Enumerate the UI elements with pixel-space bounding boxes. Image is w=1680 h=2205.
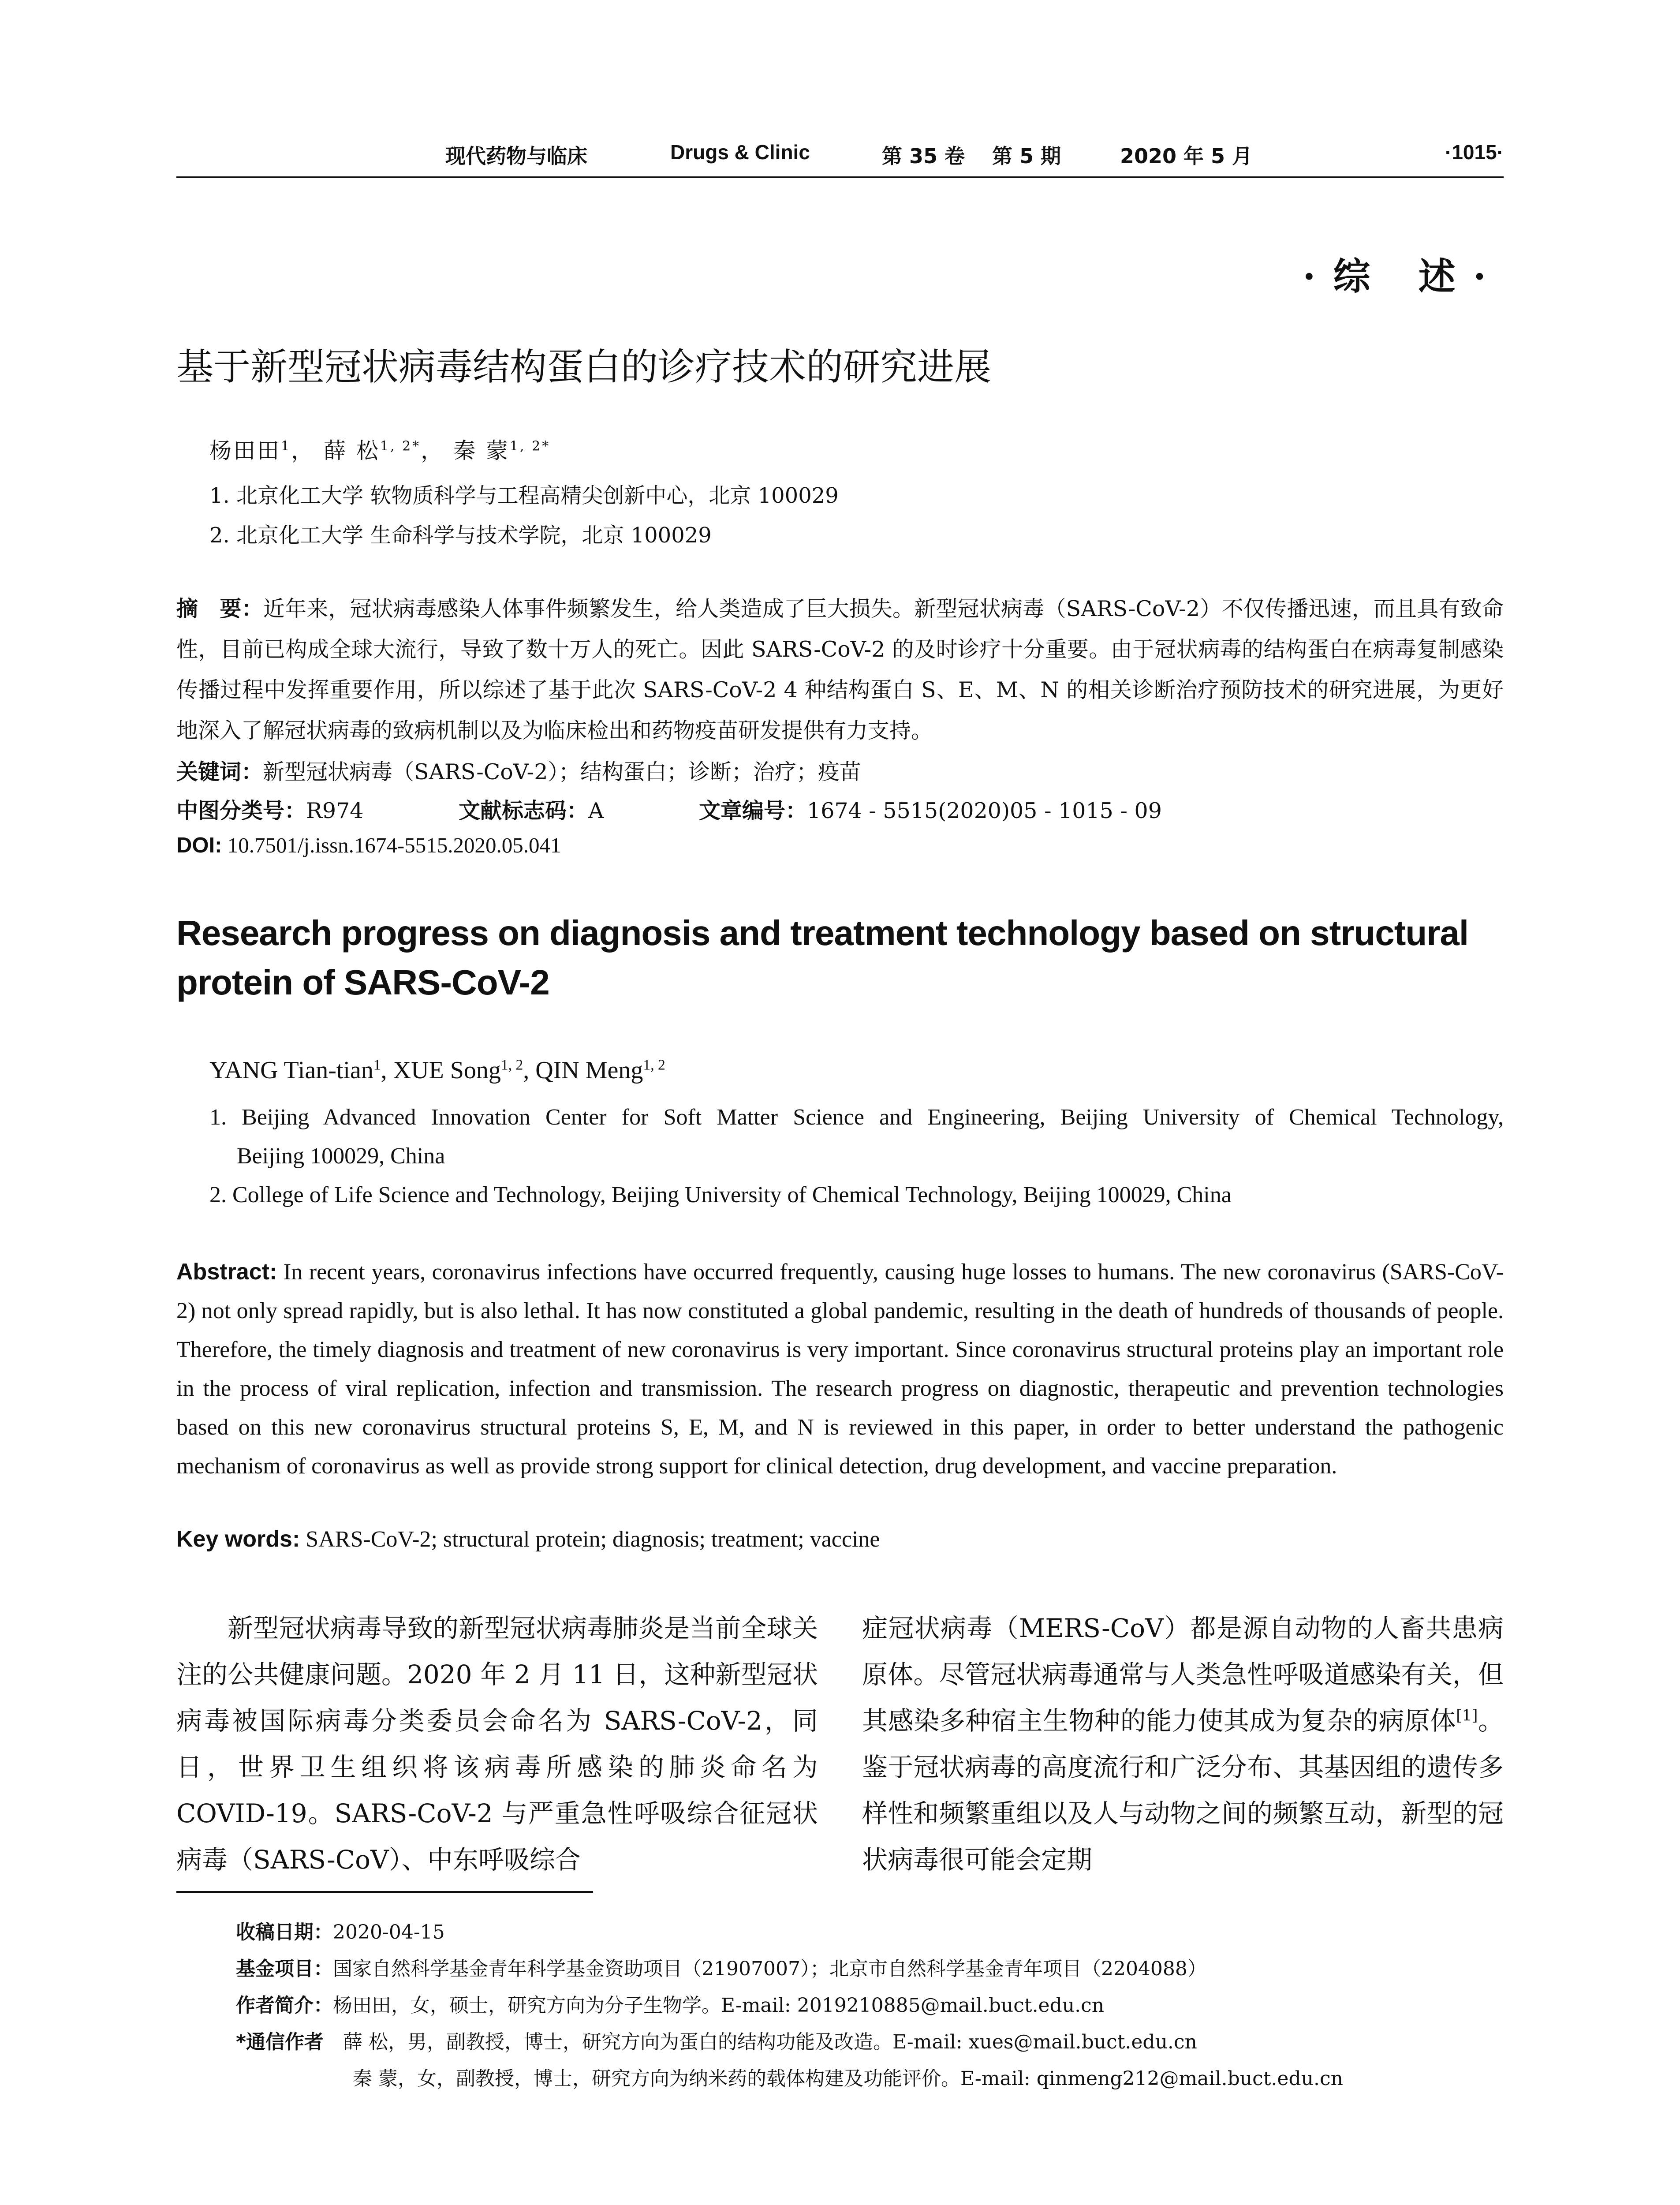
doi-value: 10.7501/j.issn.1674-5515.2020.05.041 bbox=[227, 833, 561, 857]
footnote-received bbox=[236, 1916, 445, 1944]
author-en-1: YANG Tian-tian bbox=[209, 1057, 373, 1084]
affiliation-en-2-line1: 2. College of Life Science and Technology, Beijing University of Chemical Technology, Beijing 100029, China bbox=[209, 1182, 1232, 1207]
fund-text: 国家自然科学基金青年科学基金资助项目（21907007）；北京市自然科学基金青年项目（2204088） bbox=[333, 1958, 1207, 1980]
abstract-cn-label: 摘 要： bbox=[176, 596, 263, 621]
author-cn-2: 薛 松 bbox=[324, 438, 380, 463]
affiliation-cn-1: 1. 北京化工大学 软物质科学与工程高精尖创新中心，北京 100029 bbox=[209, 483, 839, 508]
header-rule bbox=[176, 176, 1504, 178]
author-cn-1-affil: 1 bbox=[281, 438, 291, 454]
article-number bbox=[699, 794, 1162, 825]
body-right-text-a: 症冠状病毒（MERS-CoV）都是源自动物的人畜共患病原体。尽管冠状病毒通常与人类急性呼吸道感染有关，但其感染多种宿主生物种的能力使其成为复杂的病原体 bbox=[862, 1613, 1504, 1736]
corresponding-author-1: 薛 松，男，副教授，博士，研究方向为蛋白的结构功能及改造。E-mail: xues@mail.buct.edu.cn bbox=[343, 2031, 1197, 2053]
affiliation-en-2 bbox=[209, 1176, 1504, 1215]
author-bio-text: 杨田田，女，硕士，研究方向为分子生物学。E-mail: 2019210885@mail.buct.edu.cn bbox=[333, 1994, 1105, 2017]
author-bio-label: 作者简介： bbox=[236, 1994, 333, 2017]
journal-date: 2020 年 5 月 bbox=[1120, 144, 1253, 168]
abstract-cn bbox=[176, 589, 1504, 751]
footnote-author bbox=[236, 1989, 1104, 2018]
keywords-en-text: SARS-CoV-2; structural protein; diagnosis; treatment; vaccine bbox=[306, 1527, 880, 1552]
author-en-3-affil: 1, 2 bbox=[643, 1057, 665, 1073]
abstract-en-label: Abstract: bbox=[176, 1259, 277, 1285]
footnote-fund bbox=[236, 1953, 1207, 1981]
fund-label: 基金项目： bbox=[236, 1958, 333, 1980]
received-label: 收稿日期： bbox=[236, 1921, 333, 1943]
author-en-1-affil: 1 bbox=[373, 1057, 381, 1073]
article-number-label: 文章编号： bbox=[699, 798, 807, 823]
author-en-2: XUE Song bbox=[393, 1057, 501, 1084]
citation-ref-1: [1] bbox=[1456, 1707, 1478, 1725]
keywords-en bbox=[176, 1526, 880, 1552]
abstract-en-text: In recent years, coronavirus infections have occurred frequently, causing huge losses to humans. The new coronavirus (SARS-CoV-2) not only spread rapidly, but is also lethal. It has now constituted a global pandemic, resulting in the death of hundreds of thousands of people. Therefore, the timely diagnosis and treatment of new coronavirus is very important. Since coronavirus structural proteins play an important role in the process of viral replication, infection and transmission. The research progress on diagnostic, therapeutic and prevention technologies based on this new coronavirus structural proteins S, E, M, and N is reviewed in this paper, in order to better understand the pathogenic mechanism of coronavirus as well as provide strong support for clinical detection, drug development, and vaccine preparation. bbox=[176, 1259, 1504, 1479]
journal-issue: 第 5 期 bbox=[992, 144, 1061, 168]
author-en-3: QIN Meng bbox=[535, 1057, 643, 1084]
received-date: 2020-04-15 bbox=[333, 1921, 445, 1943]
journal-volume: 第 35 卷 bbox=[882, 144, 965, 168]
body-column-left: 新型冠状病毒导致的新型冠状病毒肺炎是当前全球关注的公共健康问题。2020 年 2 月 11 日，这种新型冠状病毒被国际病毒分类委员会命名为 SARS-CoV-2，同日，世界卫生组织将该病毒所感染的肺炎命名为 COVID-19。SARS-CoV-2 与严重急性呼吸综合征冠状病毒（SARS-CoV）、中东呼吸综合 bbox=[176, 1613, 818, 1875]
title-cn: 基于新型冠状病毒结构蛋白的诊疗技术的研究进展 bbox=[176, 345, 992, 389]
author-cn-1: 杨田田 bbox=[209, 438, 281, 463]
authors-en: YANG Tian-tian$^1$, XUE Song$^{1, 2}$, QIN Meng$^{1, 2}$ bbox=[209, 1057, 665, 1084]
article-number-value: 1674 - 5515(2020)05 - 1015 - 09 bbox=[807, 798, 1162, 823]
affiliation-cn-2: 2. 北京化工大学 生命科学与技术学院，北京 100029 bbox=[209, 523, 712, 548]
abstract-cn-text: 近年来，冠状病毒感染人体事件频繁发生，给人类造成了巨大损失。新型冠状病毒（SARS-CoV-2）不仅传播迅速，而且具有致命性，目前已构成全球大流行，导致了数十万人的死亡。因此 SARS-CoV-2 的及时诊疗十分重要。由于冠状病毒的结构蛋白在病毒复制感染传播过程中发挥重要作用，所以综述了基于此次 SARS-CoV-2 4 种结构蛋白 S、E、M、N 的相关诊断治疗预防技术的研究进展，为更好地深入了解冠状病毒的致病机制以及为临床检出和药物疫苗研发提供有力支持。 bbox=[176, 596, 1504, 743]
clc-label: 中图分类号： bbox=[176, 798, 306, 823]
doc-code bbox=[459, 794, 604, 825]
page-number: ·1015· bbox=[1445, 141, 1504, 164]
title-en: Research progress on diagnosis and treatment technology based on structural protein of SARS-CoV-2 bbox=[176, 913, 1469, 1002]
author-en-2-affil: 1, 2 bbox=[500, 1057, 523, 1073]
corresponding-label: *通信作者 bbox=[236, 2031, 324, 2053]
journal-name-cn: 现代药物与临床 bbox=[445, 144, 587, 168]
keywords-cn-text: 新型冠状病毒（SARS-CoV-2）；结构蛋白；诊断；治疗；疫苗 bbox=[263, 759, 861, 785]
keywords-en-label: Key words: bbox=[176, 1526, 300, 1552]
author-cn-3: 秦 蒙 bbox=[453, 438, 510, 463]
footnote-corresponding-1 bbox=[236, 2026, 1197, 2054]
abstract-en bbox=[176, 1252, 1504, 1486]
affiliation-en-1-line2: Beijing 100029, China bbox=[237, 1144, 445, 1169]
keywords-cn-label: 关键词： bbox=[176, 759, 263, 785]
footnote-corresponding-2: 秦 蒙，女，副教授，博士，研究方向为纳米药的载体构建及功能评价。E-mail: qinmeng212@mail.buct.edu.cn bbox=[353, 2067, 1343, 2090]
author-cn-3-affil: 1, 2* bbox=[509, 438, 551, 454]
body-column-right bbox=[862, 1605, 1504, 1883]
doc-code-label: 文献标志码： bbox=[459, 798, 589, 823]
author-cn-2-affil: 1, 2* bbox=[380, 438, 421, 454]
doi-line bbox=[176, 833, 561, 858]
body-right-text-b: 。鉴于冠状病毒的高度流行和广泛分布、其基因组的遗传多样性和频繁重组以及人与动物之间的频繁互动，新型的冠状病毒很可能会定期 bbox=[862, 1706, 1504, 1875]
section-label: ·综 述· bbox=[1303, 254, 1504, 298]
doc-code-value: A bbox=[588, 798, 604, 823]
classification-line bbox=[176, 794, 363, 825]
authors-cn: 杨田田$^1$， 薛 松$^{1, 2*}$， 秦 蒙$^{1, 2*}$ bbox=[209, 438, 551, 463]
keywords-cn bbox=[176, 755, 861, 786]
affiliation-en-1-line1: 1. Beijing Advanced Innovation Center for Soft Matter Science and Engineering, Beijing University of Chemical Technology, bbox=[209, 1105, 1504, 1130]
affiliation-en-1 bbox=[209, 1098, 1504, 1176]
footnote-rule bbox=[176, 1891, 593, 1893]
journal-name-en: Drugs & Clinic bbox=[670, 141, 810, 164]
clc-value: R974 bbox=[306, 798, 364, 823]
doi-label: DOI: bbox=[176, 833, 222, 857]
